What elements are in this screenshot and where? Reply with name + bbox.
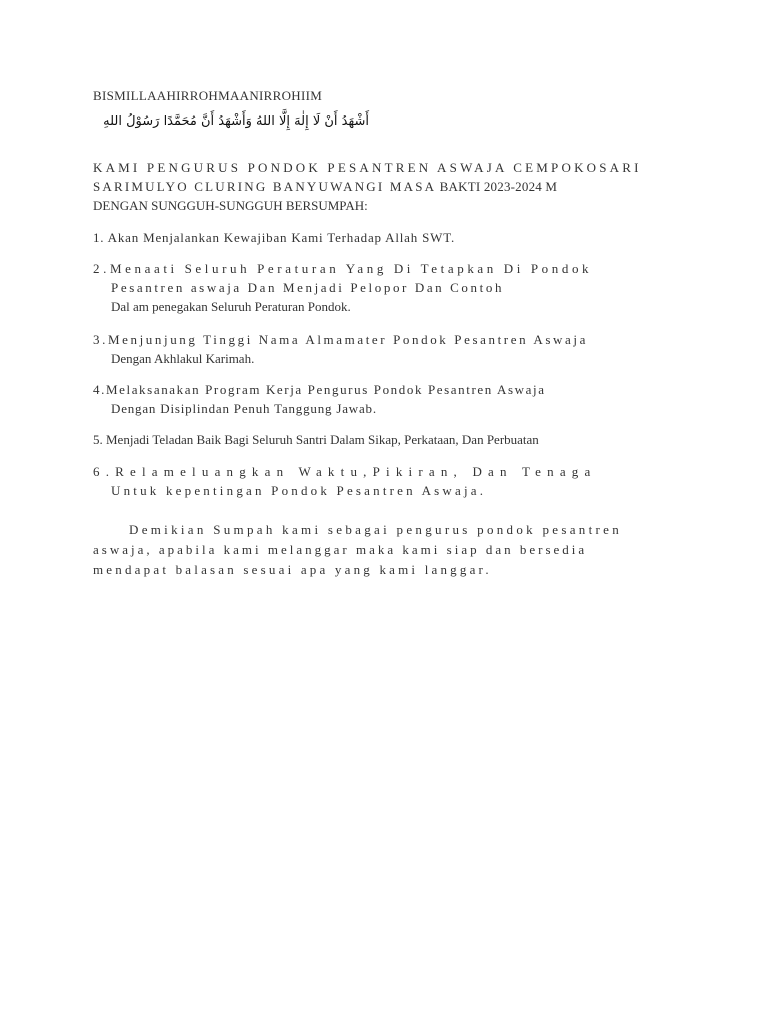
closing-line-3: mendapat balasan sesuai apa yang kami langgar. bbox=[93, 562, 492, 577]
word: Pondok bbox=[530, 261, 593, 276]
oath-item-6 bbox=[93, 462, 676, 500]
oath-item-2-line-3: Dal am penegakan Seluruh Peraturan Pondok. bbox=[111, 299, 351, 314]
oath-item-3 bbox=[93, 330, 676, 368]
oath-item-2 bbox=[93, 259, 676, 316]
word: Pengurus bbox=[307, 382, 369, 397]
word: Peraturan bbox=[257, 261, 340, 276]
word: 2.Menaati Seluruh bbox=[93, 261, 251, 276]
word: Pesantren bbox=[427, 382, 493, 397]
word: aswaja bbox=[190, 280, 242, 295]
word: Waktu,Pikiran, bbox=[298, 464, 463, 479]
word: Tetapkan bbox=[420, 261, 497, 276]
word: Aswaja bbox=[533, 332, 588, 347]
bismillah-line: BISMILLAAHIRROHMAANIRROHIIM bbox=[93, 88, 323, 103]
oath-item-5 bbox=[93, 430, 676, 449]
word: Tenaga bbox=[521, 464, 597, 479]
oath-item-3-line-1 bbox=[93, 330, 676, 349]
oath-document bbox=[93, 0, 676, 1024]
oath-item-5-text: 5. Menjadi Teladan Baik Bagi Seluruh Santri Dalam Sikap, Perkataan, Dan Perbuatan bbox=[93, 432, 539, 447]
word: 4.Melaksanakan bbox=[93, 382, 201, 397]
word: Pondok bbox=[373, 382, 424, 397]
oath-heading bbox=[93, 158, 676, 215]
word: Dan bbox=[472, 464, 513, 479]
oath-item-1 bbox=[93, 228, 676, 247]
closing-paragraph bbox=[93, 520, 676, 580]
word: Contoh bbox=[450, 280, 505, 295]
syahadat-line: أَشْهَدُ أَنْ لَا إِلٰهَ إِلَّا اللهُ وَأَشْهَدُ أَنَّ مُحَمَّدًا رَسُوْلُ اللهِ bbox=[103, 114, 369, 129]
word: Kerja bbox=[265, 382, 303, 397]
oath-item-4 bbox=[93, 380, 676, 418]
oath-item-2-line-1 bbox=[93, 259, 676, 278]
word: Pesantren bbox=[454, 332, 529, 347]
word: Di bbox=[503, 261, 524, 276]
oath-item-2-line-2 bbox=[93, 278, 676, 297]
word: 6.Relameluangkan bbox=[93, 464, 290, 479]
closing-line-2: aswaja, apabila kami melanggar maka kami siap dan bersedia bbox=[93, 542, 588, 557]
heading-line-1: KAMI PENGURUS PONDOK PESANTREN ASWAJA CEMPOKOSARI bbox=[93, 160, 642, 175]
word: Pesantren bbox=[111, 280, 185, 295]
word: 3.Menjunjung Tinggi Nama Almamater Pondok bbox=[93, 332, 449, 347]
heading-line-3: DENGAN SUNGGUH-SUNGGUH BERSUMPAH: bbox=[93, 198, 368, 213]
oath-item-6-line-1 bbox=[93, 462, 668, 481]
word: Aswaja bbox=[497, 382, 546, 397]
heading-line-2-tail: BAKTI 2023-2024 M bbox=[436, 179, 558, 194]
oath-item-1-text: 1. Akan Menjalankan Kewajiban Kami Terhadap Allah SWT. bbox=[93, 230, 456, 245]
word: Dan Menjadi Pelopor Dan bbox=[247, 280, 445, 295]
word: Yang bbox=[345, 261, 387, 276]
word: Di bbox=[393, 261, 415, 276]
oath-item-6-line-2: Untuk kepentingan Pondok Pesantren Aswaja. bbox=[111, 483, 487, 498]
oath-item-4-line-2: Dengan Disiplindan Penuh Tanggung Jawab. bbox=[111, 401, 377, 416]
heading-line-2 bbox=[93, 177, 676, 196]
word: Program bbox=[205, 382, 262, 397]
oath-item-3-line-2: Dengan Akhlakul Karimah. bbox=[111, 351, 255, 366]
closing-line-1: Demikian Sumpah kami sebagai pengurus pondok pesantren bbox=[129, 522, 623, 537]
heading-line-2-main: SARIMULYO CLURING BANYUWANGI MASA bbox=[93, 179, 437, 194]
oath-item-4-line-1 bbox=[93, 380, 676, 399]
